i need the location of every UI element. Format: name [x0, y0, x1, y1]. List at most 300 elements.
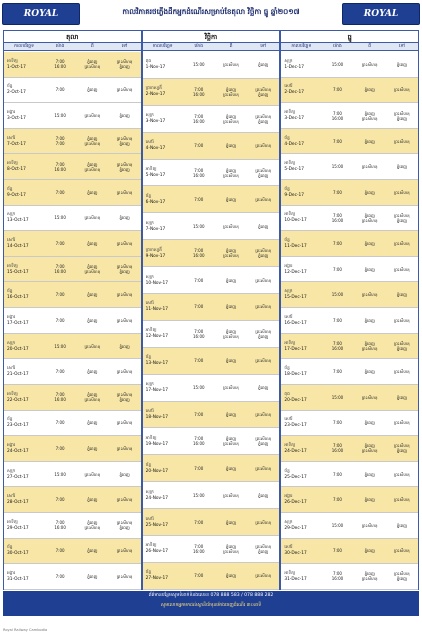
trips-cell: [44, 564, 141, 589]
trip-from: ព្រះសីហនុ: [84, 215, 101, 221]
table-row: [143, 428, 280, 455]
trips-cell: [321, 52, 418, 77]
schedule-rows: [4, 52, 141, 590]
date-cell: [4, 231, 44, 256]
trips-cell: [321, 154, 418, 179]
day-name: សៅរ៍: [145, 301, 154, 307]
trip: [321, 497, 418, 502]
trips-cell: [44, 129, 141, 154]
trip-time: 7:00: [55, 161, 65, 167]
trips-cell: [44, 78, 141, 103]
table-row: [4, 385, 141, 411]
date-cell: [4, 334, 44, 359]
table-row: [143, 240, 280, 267]
date-value: 29-Oct-17: [7, 525, 29, 531]
table-row: [143, 536, 280, 563]
date-cell: [143, 186, 183, 212]
day-name: ព្រហស្បតិ៍: [145, 86, 162, 92]
trip-from: ព្រះសីហនុ: [223, 118, 239, 124]
trip-from: ភ្នំពេញ: [225, 143, 237, 149]
trip-to: ភ្នំពេញ: [258, 91, 269, 97]
column-headers: [4, 42, 141, 51]
trip-from: ភ្នំពេញ: [87, 241, 98, 247]
column-headers: [143, 42, 280, 51]
trip-to: ភ្នំពេញ: [119, 525, 130, 531]
trips-cell: [44, 308, 141, 333]
trip-time: 7:00: [332, 420, 342, 426]
table-row: [281, 436, 418, 462]
day-name: អាទិត្យ: [284, 442, 296, 448]
date-cell: [143, 402, 183, 428]
table-row: [281, 359, 418, 385]
trip-to: ភ្នំពេញ: [119, 397, 130, 403]
trip-to: ភ្នំពេញ: [119, 113, 130, 119]
trip-from: ភ្នំពេញ: [87, 392, 98, 398]
column-header: កាលបរិច្ឆេទ: [291, 44, 312, 49]
date-value: 9-Oct-17: [7, 192, 26, 198]
month-column: [3, 30, 142, 590]
day-name: សុក្រ: [284, 289, 293, 295]
date-value: 17-Oct-17: [7, 320, 29, 326]
trip-to: ព្រះសីហនុ: [116, 497, 133, 503]
trips-cell: [321, 231, 418, 256]
trip-to: ភ្នំពេញ: [396, 292, 407, 298]
trip-from: ព្រះសីហនុ: [361, 217, 378, 223]
trip: [183, 493, 280, 498]
trip-to: ភ្នំពេញ: [258, 62, 269, 68]
trips-cell: [44, 513, 141, 538]
table-row: [143, 52, 280, 79]
day-name: សុក្រ: [7, 468, 16, 474]
trip-from: ព្រះសីហនុ: [84, 397, 101, 403]
trips-cell: [321, 334, 418, 359]
day-name: អាទិត្យ: [145, 543, 157, 549]
trip-time: 7:00: [194, 277, 204, 283]
column-header: ម៉ោង: [333, 44, 342, 49]
trip: [44, 167, 141, 172]
day-name: ពុធ: [145, 59, 152, 65]
trip: [321, 420, 418, 425]
trip: [44, 472, 141, 477]
trip: [183, 573, 280, 578]
date-value: 21-Oct-17: [7, 372, 29, 378]
trip-to: ព្រះសីហនុ: [255, 304, 272, 310]
fine-print: Royal Railway Cambodia: [3, 628, 48, 632]
column-header: ម៉ោង: [55, 44, 65, 49]
trip-time: 7:00: [332, 138, 342, 144]
trip: [44, 87, 141, 92]
trip-time: 7:00: [194, 143, 204, 149]
trip-to: ព្រះសីហនុ: [255, 436, 272, 442]
table-row: [4, 462, 141, 488]
trip-from: ភ្នំពេញ: [364, 241, 375, 247]
trip-from: ព្រះសីហនុ: [361, 115, 378, 121]
trip-time: 15:00: [54, 471, 66, 477]
date-value: 1-Dec-17: [284, 64, 304, 70]
trip-to: ភ្នំពេញ: [258, 118, 269, 124]
trip: [321, 87, 418, 92]
trip-to: ព្រះសីហនុ: [394, 87, 410, 93]
trip-from: ព្រះសីហនុ: [84, 64, 101, 70]
table-row: [143, 186, 280, 213]
trip-to: ភ្នំពេញ: [396, 346, 407, 351]
trip-time: 7:00: [55, 87, 65, 93]
trip-to: ភ្នំពេញ: [258, 492, 269, 498]
table-row: [281, 257, 418, 283]
table-row: [143, 294, 280, 321]
trips-cell: [44, 103, 141, 128]
date-value: 18-Nov-17: [145, 415, 168, 421]
trips-cell: [44, 334, 141, 359]
date-cell: [281, 180, 321, 205]
table-row: [143, 160, 280, 187]
date-cell: [143, 563, 183, 589]
date-cell: [143, 321, 183, 347]
table-row: [281, 129, 418, 155]
trips-cell: [183, 267, 280, 293]
trip-from: ភ្នំពេញ: [87, 264, 98, 270]
trips-cell: [183, 294, 280, 320]
trips-cell: [321, 487, 418, 512]
trip-time: 15:00: [331, 292, 344, 298]
table-row: [4, 436, 141, 462]
trip-from: ព្រះសីហនុ: [223, 253, 239, 259]
table-row: [4, 206, 141, 232]
trip-time: 7:00: [332, 548, 342, 554]
trip-to: ព្រះសីហនុ: [255, 465, 272, 471]
trip-to: ព្រះសីហនុ: [255, 358, 272, 364]
trip-time: 7:00: [55, 392, 65, 398]
trip-to: ភ្នំពេញ: [258, 548, 269, 554]
day-name: ច័ន្ទ: [145, 355, 152, 361]
trips-cell: [183, 321, 280, 347]
table-row: [143, 133, 280, 160]
date-value: 2-Dec-17: [284, 90, 304, 96]
day-name: អង្គារ: [284, 263, 293, 269]
trip-to: ព្រះសីហនុ: [116, 445, 133, 451]
trip-from: ភ្នំពេញ: [225, 196, 237, 202]
date-cell: [281, 129, 321, 154]
trip-to: ព្រះសីហនុ: [394, 241, 410, 247]
date-value: 10-Nov-17: [145, 280, 168, 286]
trips-cell: [321, 359, 418, 384]
date-cell: [4, 564, 44, 589]
date-cell: [4, 180, 44, 205]
trips-cell: [44, 257, 141, 282]
trip-to: ភ្នំពេញ: [258, 253, 269, 259]
trip-time: 7:00: [332, 471, 342, 477]
date-value: 31-Oct-17: [7, 576, 29, 582]
trip-time: 7:00: [194, 196, 204, 202]
trip-to: ព្រះសីហនុ: [116, 520, 133, 526]
trips-cell: [44, 154, 141, 179]
day-name: ច័ន្ទ: [145, 193, 152, 199]
date-cell: [281, 308, 321, 333]
trip-from: ព្រះសីហនុ: [223, 172, 239, 178]
date-value: 24-Nov-17: [145, 495, 168, 501]
date-cell: [281, 359, 321, 384]
trip: [44, 64, 141, 69]
date-value: 11-Nov-17: [145, 307, 168, 313]
day-name: អាទិត្យ: [7, 161, 18, 167]
trip-time: 7:00: [332, 369, 342, 375]
trip-to: ព្រះសីហនុ: [255, 277, 272, 283]
date-value: 16-Oct-17: [7, 295, 29, 301]
date-value: 7-Oct-17: [7, 141, 26, 147]
date-cell: [4, 52, 44, 77]
table-row: [4, 487, 141, 513]
trip-time: 7:00: [332, 189, 342, 195]
date-cell: [4, 539, 44, 564]
trip: [321, 576, 418, 581]
trip-time: 7:00: [194, 519, 204, 525]
trip-from: ភ្នំពេញ: [225, 248, 237, 254]
date-value: 15-Dec-17: [284, 295, 307, 301]
date-value: 1-Oct-17: [7, 64, 26, 70]
day-name: ច័ន្ទ: [284, 238, 290, 244]
date-value: 20-Nov-17: [145, 468, 168, 474]
trip-time: 7:00: [332, 110, 342, 116]
date-value: 6-Nov-17: [145, 199, 166, 205]
table-row: [281, 487, 418, 513]
trip-to: ព្រះសីហនុ: [394, 548, 410, 554]
trip-time: 7:00: [194, 86, 204, 92]
date-cell: [143, 428, 183, 454]
date-value: 20-Dec-17: [284, 397, 307, 403]
trip-from: ភ្នំពេញ: [364, 369, 375, 375]
trip-from: ព្រះសីហនុ: [361, 61, 378, 67]
date-cell: [143, 509, 183, 535]
trip-to: ព្រះសីហនុ: [116, 87, 133, 93]
trip: [321, 548, 418, 553]
trip: [183, 143, 280, 148]
trip-time: 7:00: [55, 189, 65, 195]
month-column: [280, 30, 419, 590]
trip-time: 7:00: [55, 497, 65, 503]
date-cell: [143, 348, 183, 374]
date-cell: [4, 513, 44, 538]
day-name: អាទិត្យ: [284, 340, 296, 346]
trip: [321, 369, 418, 374]
trip: [183, 334, 280, 339]
trips-cell: [321, 411, 418, 436]
day-name: អាទិត្យ: [284, 570, 296, 576]
date-cell: [281, 385, 321, 410]
table-row: [143, 267, 280, 294]
trip: [44, 215, 141, 220]
trip-time: 7:00: [194, 113, 204, 119]
table-row: [143, 402, 280, 429]
trips-cell: [44, 385, 141, 410]
trip-time: 15:00: [54, 343, 66, 349]
table-row: [281, 231, 418, 257]
trip-to: ព្រះសីហនុ: [116, 59, 133, 65]
months-grid: [3, 30, 419, 590]
day-name: សៅរ៍: [7, 135, 16, 141]
day-name: សៅរ៍: [145, 140, 154, 146]
table-row: [143, 482, 280, 509]
trips-cell: [321, 308, 418, 333]
trip-to: ភ្នំពេញ: [119, 471, 130, 477]
trip-to: ភ្នំពេញ: [119, 64, 130, 70]
date-value: 15-Oct-17: [7, 269, 29, 275]
date-value: 4-Nov-17: [145, 146, 166, 152]
trip-to: ព្រះសីហនុ: [255, 167, 272, 173]
trip-to: ព្រះសីហនុ: [255, 573, 272, 579]
trip-from: ភ្នំពេញ: [225, 412, 237, 418]
month-title: ធ្នូ: [281, 30, 418, 42]
trips-cell: [183, 563, 280, 589]
trips-cell: [183, 186, 280, 212]
table-row: [143, 509, 280, 536]
date-value: 17-Nov-17: [145, 388, 168, 394]
trip-from: ព្រះសីហនុ: [223, 333, 239, 339]
day-name: សៅរ៍: [7, 238, 16, 244]
trip: [44, 525, 141, 530]
month-column: [142, 30, 281, 590]
trip-time: 15:00: [331, 394, 344, 400]
footer-note: សូមលោកអ្នកមកដល់ស្ថានីយ៍មុនម៉ោងចេញដំណើរ ៣០នាទី: [160, 603, 262, 608]
trip-time: 7:00: [55, 445, 65, 451]
day-name: សុក្រ: [145, 274, 154, 280]
month-title: តុលា: [4, 30, 141, 42]
trip-from: ភ្នំពេញ: [87, 59, 98, 65]
trip-from: ភ្នំពេញ: [87, 445, 98, 451]
trip-to: ភ្នំពេញ: [119, 166, 130, 172]
date-value: 3-Dec-17: [284, 116, 304, 122]
date-cell: [4, 103, 44, 128]
trips-cell: [183, 348, 280, 374]
trips-cell: [321, 462, 418, 487]
trips-cell: [321, 206, 418, 231]
date-cell: [281, 334, 321, 359]
trip-from: ភ្នំពេញ: [364, 110, 375, 116]
trip: [44, 318, 141, 323]
day-name: សុក្រ: [145, 113, 154, 119]
trip-to: ភ្នំពេញ: [119, 141, 130, 147]
trip-to: ភ្នំពេញ: [258, 385, 269, 391]
date-value: 13-Oct-17: [7, 218, 29, 224]
trip-to: ព្រះសីហនុ: [116, 317, 133, 323]
date-value: 26-Dec-17: [284, 500, 307, 506]
trip-from: ភ្នំពេញ: [87, 136, 98, 142]
table-row: [281, 385, 418, 411]
trip-time: 7:00: [194, 465, 204, 471]
day-name: សៅរ៍: [284, 545, 293, 551]
date-cell: [143, 240, 183, 266]
day-name: ច័ន្ទ: [7, 417, 13, 423]
trip: [183, 173, 280, 178]
trips-cell: [183, 79, 280, 105]
trip: [183, 278, 280, 283]
trip-time: 15:00: [331, 164, 344, 170]
table-row: [4, 539, 141, 565]
table-row: [281, 513, 418, 539]
day-name: អាទិត្យ: [145, 167, 157, 172]
trip-from: ព្រះសីហនុ: [223, 441, 239, 447]
table-row: [281, 334, 418, 360]
table-row: [4, 282, 141, 308]
trip-time: 7:00: [55, 573, 65, 579]
day-name: អាទិត្យ: [7, 263, 18, 269]
day-name: សៅរ៍: [145, 409, 154, 415]
trip-time: 16:00: [331, 448, 344, 454]
date-cell: [4, 359, 44, 384]
trip-time: 16:00: [331, 115, 344, 121]
trip-from: ភ្នំពេញ: [364, 341, 375, 346]
date-value: 23-Oct-17: [7, 423, 29, 429]
trips-cell: [44, 487, 141, 512]
date-cell: [143, 133, 183, 159]
trip: [44, 113, 141, 118]
trip-to: ភ្នំពេញ: [396, 448, 407, 454]
trip-to: ភ្នំពេញ: [396, 164, 407, 170]
trip-from: ភ្នំពេញ: [87, 161, 98, 167]
trips-cell: [183, 375, 280, 401]
trip-from: ភ្នំពេញ: [87, 548, 98, 554]
trip-from: ព្រះសីហនុ: [84, 471, 101, 477]
trip-to: ព្រះសីហនុ: [255, 248, 272, 254]
trips-cell: [183, 536, 280, 562]
trip-time: 7:00: [194, 304, 204, 310]
table-row: [4, 564, 141, 590]
trip-from: ព្រះសីហនុ: [84, 166, 101, 172]
day-name: ព្រហស្បតិ៍: [145, 247, 162, 253]
trip-time: 16:00: [193, 253, 205, 259]
date-value: 12-Nov-17: [145, 334, 168, 340]
trip: [321, 346, 418, 351]
trip-time: 7:00: [194, 573, 204, 579]
table-row: [281, 462, 418, 488]
date-cell: [143, 375, 183, 401]
trip-to: ព្រះសីហនុ: [116, 136, 133, 142]
day-name: សៅរ៍: [284, 417, 293, 423]
trip-time: 16:00: [54, 525, 66, 531]
date-value: 7-Nov-17: [145, 226, 166, 232]
trip-from: ភ្នំពេញ: [87, 87, 98, 93]
trips-cell: [321, 539, 418, 564]
table-row: [4, 154, 141, 180]
date-cell: [281, 539, 321, 564]
trip-time: 16:00: [54, 64, 66, 70]
table-row: [143, 455, 280, 482]
trip: [183, 520, 280, 525]
table-row: [4, 411, 141, 437]
table-row: [143, 348, 280, 375]
day-name: អាទិត្យ: [145, 328, 157, 334]
table-row: [281, 564, 418, 590]
trip-from: ភ្នំពេញ: [87, 520, 98, 526]
date-cell: [143, 79, 183, 105]
trip-from: ព្រះសីហនុ: [223, 385, 239, 391]
day-name: សុក្រ: [145, 220, 154, 226]
trip-time: 7:00: [332, 571, 342, 577]
column-header: កាលបរិច្ឆេទ: [152, 44, 173, 49]
column-header: ពី: [90, 44, 94, 49]
trip-time: 7:00: [55, 420, 65, 426]
trip-from: ភ្នំពេញ: [225, 167, 237, 173]
date-cell: [281, 206, 321, 231]
trip-to: ព្រះសីហនុ: [394, 571, 410, 577]
trip-time: 16:00: [54, 269, 66, 275]
trip-from: ព្រះសីហនុ: [361, 448, 378, 454]
day-name: សៅរ៍: [284, 84, 293, 90]
trip-from: ភ្នំពេញ: [364, 548, 375, 554]
trips-cell: [321, 436, 418, 461]
trip-to: ភ្នំពេញ: [396, 61, 407, 67]
trips-cell: [183, 509, 280, 535]
trip: [321, 523, 418, 528]
